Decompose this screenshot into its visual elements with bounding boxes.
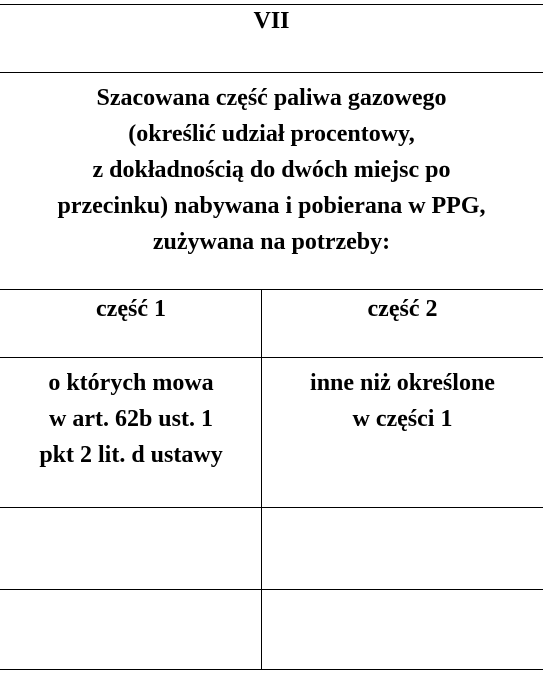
column-text-line: w art. 62b ust. 1 [48, 406, 213, 432]
column-text-line: inne niż określone [310, 370, 495, 396]
table-border-top [0, 4, 543, 5]
entry-cell-part-1-row-1[interactable] [0, 508, 262, 589]
table-rule-under-description [0, 289, 543, 290]
description-line: (określić udział procentowy, [128, 121, 415, 147]
description-line: z dokładnością do dwóch miejsc po [92, 157, 451, 183]
entry-cell-part-1-row-2[interactable] [0, 590, 262, 669]
table-rule-under-column-labels [0, 357, 543, 358]
description-line: Szacowana część paliwa gazowego [96, 85, 447, 111]
section-description [0, 80, 543, 260]
entry-cell-part-2-row-1[interactable] [262, 508, 543, 589]
table-rule-under-header [0, 72, 543, 73]
column-text-part-1 [0, 365, 262, 473]
column-label-part-1: część 1 [96, 296, 166, 322]
column-text-line: w części 1 [352, 406, 453, 432]
column-text-line: o których mowa [48, 370, 214, 396]
table-border-bottom [0, 669, 543, 670]
column-text-line: pkt 2 lit. d ustawy [39, 442, 223, 468]
description-line: przecinku) nabywana i pobierana w PPG, [57, 193, 486, 219]
column-text-part-2 [262, 365, 543, 437]
column-label-part-2: część 2 [367, 296, 438, 322]
section-number-heading: VII [253, 8, 290, 34]
entry-cell-part-2-row-2[interactable] [262, 590, 543, 669]
description-line: zużywana na potrzeby: [152, 229, 391, 255]
